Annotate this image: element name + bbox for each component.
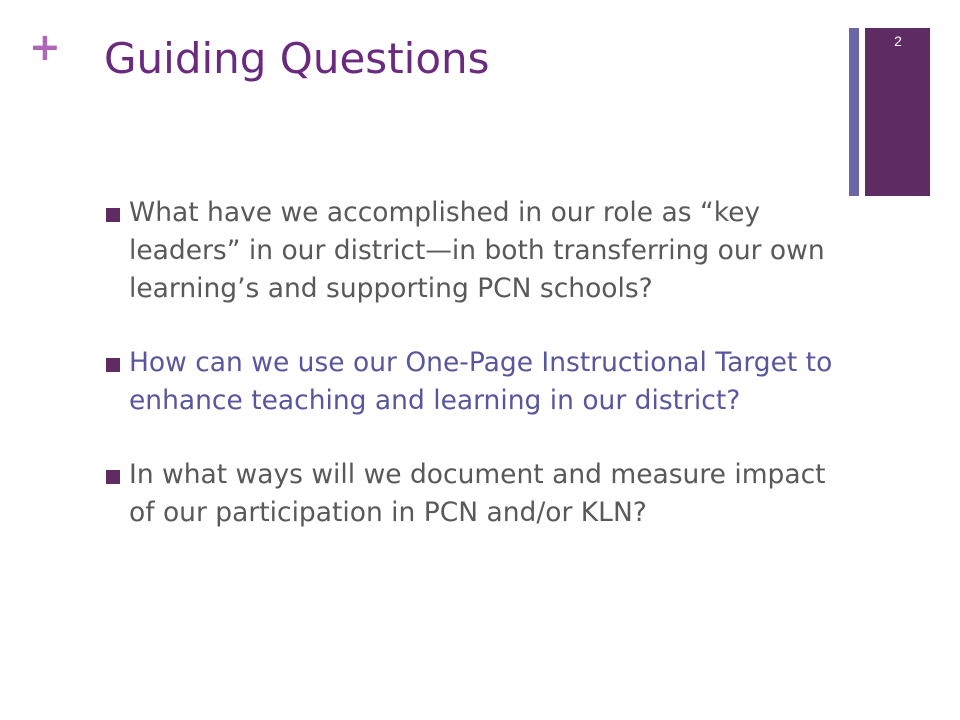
bullet-item	[104, 194, 844, 308]
bullet-item	[104, 344, 844, 420]
square-bullet-icon	[106, 208, 120, 222]
plus-icon: +	[29, 25, 61, 69]
accent-bar-thin	[849, 28, 859, 196]
bullet-text: What have we accomplished in our role as “key leaders” in our district—in both transferring our own learning’s and supporting PCN schools?	[129, 197, 825, 304]
accent-bar-wide	[865, 28, 930, 196]
square-bullet-icon	[106, 358, 120, 372]
bullet-text: How can we use our One-Page Instructional Target to enhance teaching and learning in our district?	[129, 347, 833, 416]
bullet-text: In what ways will we document and measure impact of our participation in PCN and/or KLN?	[129, 459, 826, 528]
bullet-list	[104, 194, 844, 568]
bullet-item	[104, 456, 844, 532]
slide-number: 2	[894, 33, 902, 49]
slide-title: Guiding Questions	[104, 34, 490, 83]
square-bullet-icon	[106, 470, 120, 484]
